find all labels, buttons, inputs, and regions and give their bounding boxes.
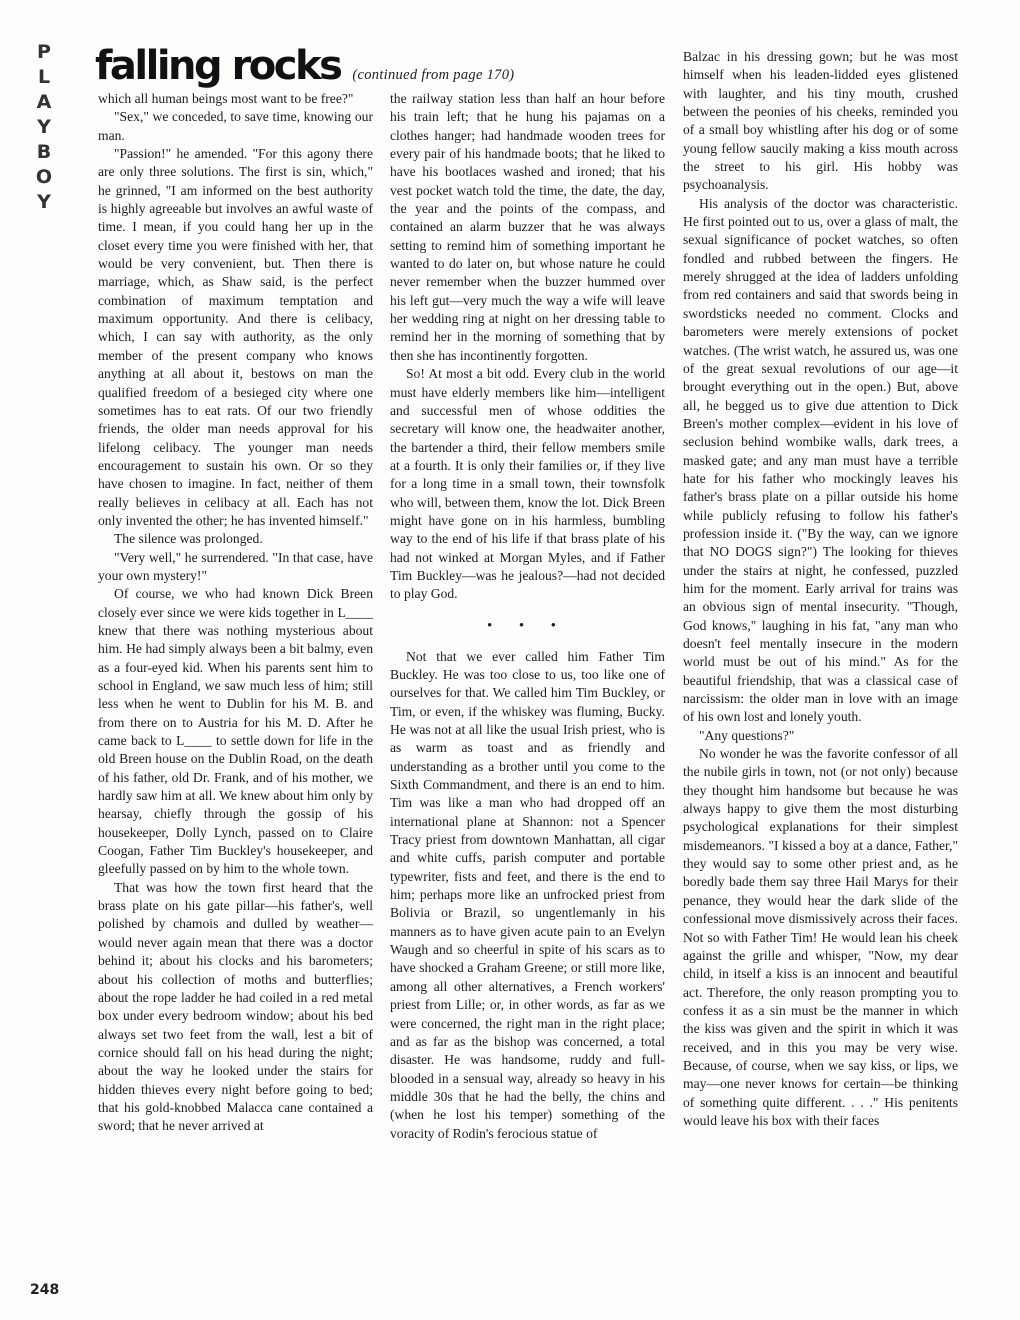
magazine-letter: O [35, 166, 53, 188]
magazine-letter: Y [37, 116, 51, 138]
section-separator: • • • [487, 616, 568, 632]
article-title: falling rocks [95, 43, 341, 89]
text-column-1 [98, 90, 373, 1136]
paragraph: "Sex," we conceded, to save time, knowing our man. [98, 109, 373, 143]
magazine-letter: A [36, 91, 52, 113]
magazine-name-vertical [30, 40, 58, 215]
paragraph: That was how the town first heard that the brass plate on his gate pillar—his father's, well polished by chamois and dulled by weather—would never again mean that there was a doctor behind it; about his clocks and his barometers; about his collection of moths and butterflies; about the rope ladder he had coiled in a red metal box under every bedroom window; about his bed always set two feet from the wall, lest a bit of cornice should fall on his head during the night; about the way he looked under the stairs for hidden thieves every night before going to bed; that his gold-knobbed Malacca cane contained a sword; that he never arrived at [98, 879, 373, 1134]
paragraph: The silence was prolonged. [114, 531, 263, 547]
paragraph: which all human beings most want to be free?" [98, 91, 354, 106]
magazine-letter: Y [37, 191, 51, 213]
paragraph: Balzac in his dressing gown; but he was most himself when his leaden-lidded eyes glistened with laughter, and his tiny mouth, crushed between the peonies of his cheeks, reminded you of a small boy whistling after his dog or of some young fellow saucily making a kiss mouth across the street to his girl. His hobby was psychoanalysis. [683, 49, 958, 193]
article-header [95, 38, 515, 94]
paragraph: "Passion!" he amended. "For this agony there are only three solutions. The first is sin, which," he grinned, "I am informed on the best authority is highly agreeable but involves an awful waste of time. I mean, if you could hang her up in the closet every time you were finished with her, that would be very convenient, but. Then there is marriage, which, as Shaw said, is the perfect combination of maximum temptation and maximum opportunity. And there is celibacy, which, I can say with authority, as the only member of the present company who knows anything at all about it, bestows on man the qualified freedom of a besieged city where one sometimes has to eat rats. Of our two friendly friends, the older man needs approval for his lifelong celibacy. The younger man needs encouragement to sustain his own. Or so they have chosen to imagine. In fact, neither of them really believes in celibacy at all. Each has not only invented the other; he has invented himself." [98, 146, 373, 528]
magazine-letter: L [37, 66, 51, 88]
magazine-letter: B [36, 141, 52, 163]
text-column-3 [683, 48, 958, 1130]
paragraph: So! At most a bit odd. Every club in the world must have elderly members like him—intelligent and successful men of whose oddities the secretary will know one, the headwaiter another, the bartender a third, their fellow members smile at a fourth. It is only their families or, if they live for a long time in a small town, their townsfolk who will, between them, know the lot. Dick Breen might have gone on in his harmless, bumbling way to the end of his life if that brass plate of his had not winked at Morgan Myles, and if Father Tim Buckley—was he jealous?—had not decided to play God. [390, 366, 665, 602]
page-number: 248 [30, 1282, 60, 1298]
paragraph: the railway station less than half an hour before his train left; that he hung his pajamas on a clothes hanger; had handmade wooden trees for every pair of his handmade boots; that he liked to have his bootlaces washed and ironed; that his vest pocket watch told the time, the date, the day, the year and the points of the compass, and contained an alarm buzzer that he was always setting to remind him of something important he wanted to do later on, but whose nature he could never remember when the buzzer hummed over his left gut—very much the way a wife will leave her wedding ring at night on her dressing table to remind her in the morning of something that by then she has incontinently forgotten. [390, 91, 665, 363]
magazine-letter: P [37, 41, 51, 63]
continued-note: (continued from page 170) [352, 67, 515, 83]
text-column-2 [390, 90, 665, 1143]
paragraph: No wonder he was the favorite confessor of all the nubile girls in town, not (or not only) because they thought him handsome but because he was always happy to give them the most disturbing psychological explanations for their simplest misdemeanors. "I kissed a boy at a dance, Father," they would say to some other priest and, as he boredly bade them say three Hail Marys for their penance, they would hear the dark slide of the confessional move dismissively across their faces. Not so with Father Tim! He would lean his cheek against the grille and whisper, "Now, my dear child, in itself a kiss is an innocent and beautiful act. Therefore, the only reason prompting you to confess it as a sin must be the manner in which the kiss was given and the spirit in which it was received, and in this you may be very wise. Because, of course, when we say kiss, or lips, we may—one never knows for certain—be thinking of something quite different. . . ." His penitents would leave his box with their faces [683, 746, 958, 1128]
paragraph: Not that we ever called him Father Tim Buckley. He was too close to us, too like one of ourselves for that. We called him Tim Buckley, or Tim, or even, if the whiskey was fluming, Bucky. He was not at all like the usual Irish priest, who is as warm as toast and as friendly and understanding as a brother until you come to the Sixth Commandment, and there is an end to him. Tim was like a man who had dropped off an international plane at Shannon: not a Spencer Tracy priest from downtown Manhattan, all cigar and white cuffs, parish computer and portable typewriter, fists and feet, and there is the end to him; perhaps more like an unfrocked priest from Bolivia or Brazil, so ungentlemanly in his manners as to have given acute pain to an Evelyn Waugh and so cheerful in spite of his scars as to have shocked a Graham Greene; or still more like, among all other alternatives, a French workers' priest from Lille; or, in other words, as far as we were concerned, the right man in the right place; and as far as the bishop was concerned, a total disaster. He was handsome, ruddy and full-blooded in a sensual way, already so heavy in his middle 30s that he had the belly, the chins and (when he lost his temper) something of the voracity of Rodin's ferocious statue of [390, 648, 665, 1141]
paragraph: "Any questions?" [699, 727, 795, 743]
paragraph: Of course, we who had known Dick Breen closely ever since we were kids together in L____ knew that there was nothing mysterious about him. He had simply always been a bit balmy, even as a four-eyed kid. When his parents sent him to school in England, we saw much less of him; still less when he went to Dublin for his M. B. and from there on to Austria for his M. D. After he came back to L____ to settle down for life in the old Breen house on the Dublin Road, on the death of his father, old Dr. Frank, and of his mother, we hardly saw him at all. We knew about him only by hearsay, chiefly through the gossip of his housekeeper, Dolly Lynch, passed on to Claire Coogan, Father Tim Buckley's housekeeper, and gleefully passed on by him to the whole town. [98, 586, 373, 877]
paragraph: His analysis of the doctor was characteristic. He first pointed out to us, over a glass of malt, the sexual significance of pocket watches, so often fondled and rubbed between the fingers. He merely shrugged at the idea of ladders unfolding from red containers and said that swords being in swordsticks needed no comment. Clocks and barometers were merely extensions of pocket watches. (The wrist watch, he assured us, was one of the great sexual revolutions of our age—it brought everything out in the open.) But, above all, he begged us to give due attention to Dick Breen's mother complex—evident in his love of seclusion behind wombike walls, dark trees, a masked gate; and any man must have a terrible hate for his father who mockingly leaves his father's brass plate on a pillar outside his home while publicly refusing to follow his father's profession inside it. ("By the way, can we ignore that NO DOGS sign?") The looking for thieves under the stairs at night, he confessed, puzzled him for the moment. Early arrival for trains was an obvious sign of mental insecurity. "Though, God knows," laughing in his fat, "any man who doesn't feel mentally insecure in the modern world must be out of his mind." As for the beautiful friendship, that was a classical case of narcissism: the older man in love with an image of his own lost and lonely youth. [683, 195, 958, 725]
paragraph: "Very well," he surrendered. "In that case, have your own mystery!" [98, 549, 373, 583]
